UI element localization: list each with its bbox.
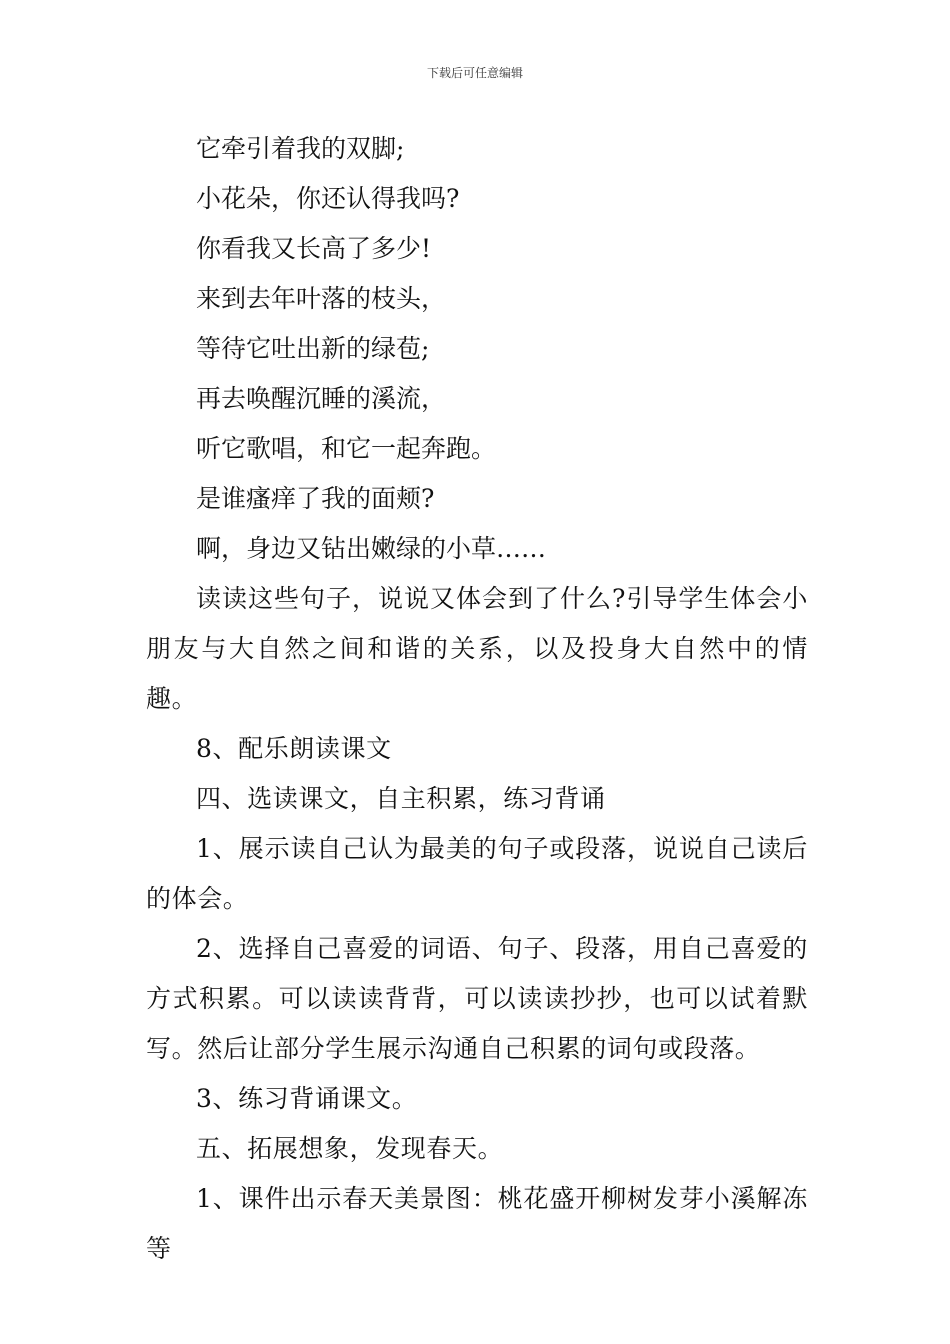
paragraph-step-8: 8、配乐朗读课文: [196, 734, 392, 763]
paragraph-item-2: 2、选择自己喜爱的词语、句子、段落，用自己喜爱的方式积累。可以读读背背，可以读读抄抄，也可以试着默写。然后让部分学生展示沟通自己积累的词句或段落。: [146, 934, 808, 1063]
poem-line: 它牵引着我的双脚;: [196, 134, 405, 163]
poem-line: 听它歌唱，和它一起奔跑。: [196, 434, 497, 463]
poem-line: 你看我又长高了多少!: [196, 234, 432, 263]
paragraph-item-1b: 1、课件出示春天美景图：桃花盛开柳树发芽小溪解冻等: [146, 1184, 808, 1263]
paragraph-item-1: 1、展示读自己认为最美的句子或段落，说说自己读后的体会。: [146, 834, 808, 913]
poem-line: 再去唤醒沉睡的溪流，: [196, 384, 447, 413]
poem-line: 啊，身边又钻出嫩绿的小草……: [196, 534, 547, 563]
page-header: 下载后可任意编辑: [426, 66, 523, 80]
paragraph-item-3: 3、练习背诵课文。: [196, 1084, 418, 1113]
poem-line: 等待它吐出新的绿苞;: [196, 334, 430, 363]
poem-line: 是谁瘙痒了我的面颊?: [196, 484, 435, 513]
section-heading-5: 五、拓展想象，发现春天。: [196, 1134, 504, 1163]
poem-line: 小花朵，你还认得我吗?: [196, 184, 460, 213]
document-body: [146, 124, 808, 1274]
paragraph-reflection: 读读这些句子，说说又体会到了什么?引导学生体会小朋友与大自然之间和谐的关系，以及投身大自然中的情趣。: [146, 584, 808, 713]
section-heading-4: 四、选读课文，自主积累，练习背诵: [196, 784, 606, 813]
poem-line: 来到去年叶落的枝头，: [196, 284, 447, 313]
